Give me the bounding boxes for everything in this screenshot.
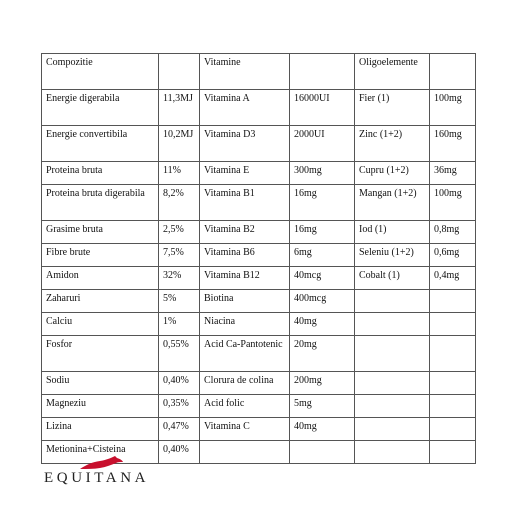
header-vitamin-value-cell [290,54,355,90]
trace-element-value-cell: 100mg [430,90,476,126]
vitamin-cell: Vitamina A [200,90,290,126]
trace-element-cell: Cupru (1+2) [355,162,430,185]
composition-cell: Sodiu [42,372,159,395]
trace-element-value-cell [430,418,476,441]
trace-element-cell [355,336,430,372]
vitamin-value-cell: 40mg [290,313,355,336]
trace-element-value-cell: 100mg [430,185,476,221]
vitamin-value-cell: 16000UI [290,90,355,126]
trace-element-value-cell: 0,4mg [430,267,476,290]
composition-value-cell: 11% [159,162,200,185]
table-row [42,372,476,395]
header-trace-element-value-cell [430,54,476,90]
trace-element-cell [355,290,430,313]
vitamin-cell: Niacina [200,313,290,336]
vitamin-cell: Vitamina B6 [200,244,290,267]
composition-value-cell: 0,47% [159,418,200,441]
vitamin-cell: Vitamina E [200,162,290,185]
vitamin-value-cell: 400mcg [290,290,355,313]
table-row [42,185,476,221]
composition-value-cell: 11,3MJ [159,90,200,126]
vitamin-value-cell: 40mcg [290,267,355,290]
composition-cell: Metionina+Cisteina [42,441,159,464]
composition-value-cell: 0,35% [159,395,200,418]
vitamin-cell: Clorura de colina [200,372,290,395]
composition-value-cell: 0,55% [159,336,200,372]
trace-element-cell [355,418,430,441]
composition-value-cell: 1% [159,313,200,336]
trace-element-cell [355,441,430,464]
vitamin-value-cell: 200mg [290,372,355,395]
header-composition-cell: Compozitie [42,54,159,90]
table-row [42,162,476,185]
composition-cell: Amidon [42,267,159,290]
composition-value-cell: 5% [159,290,200,313]
trace-element-cell [355,395,430,418]
trace-element-value-cell [430,441,476,464]
vitamin-cell: Vitamina D3 [200,126,290,162]
vitamin-cell: Vitamina C [200,418,290,441]
table-row [42,244,476,267]
trace-element-value-cell [430,336,476,372]
vitamin-value-cell: 16mg [290,221,355,244]
trace-element-value-cell [430,313,476,336]
table-row [42,126,476,162]
horse-head-icon [78,456,124,470]
trace-element-value-cell: 0,8mg [430,221,476,244]
table-row [42,336,476,372]
header-trace-element-cell: Oligoelemente [355,54,430,90]
vitamin-value-cell: 2000UI [290,126,355,162]
composition-cell: Fibre brute [42,244,159,267]
trace-element-value-cell [430,395,476,418]
composition-cell: Energie digerabila [42,90,159,126]
vitamin-value-cell: 40mg [290,418,355,441]
equitana-logo [44,456,184,496]
table-header-row [42,54,476,90]
composition-value-cell: 0,40% [159,372,200,395]
table-row [42,90,476,126]
composition-value-cell: 10,2MJ [159,126,200,162]
composition-cell: Grasime bruta [42,221,159,244]
logo-wordmark: EQUITANA [44,470,150,486]
table-row [42,418,476,441]
trace-element-value-cell [430,372,476,395]
composition-value-cell: 2,5% [159,221,200,244]
table-row [42,267,476,290]
table-row [42,313,476,336]
vitamin-cell: Vitamina B1 [200,185,290,221]
vitamin-value-cell: 16mg [290,185,355,221]
vitamin-value-cell: 6mg [290,244,355,267]
composition-value-cell: 32% [159,267,200,290]
composition-cell: Proteina bruta digerabila [42,185,159,221]
trace-element-cell: Cobalt (1) [355,267,430,290]
trace-element-cell [355,372,430,395]
vitamin-value-cell: 5mg [290,395,355,418]
nutrition-table [41,53,476,464]
header-composition-value-cell [159,54,200,90]
composition-value-cell: 7,5% [159,244,200,267]
vitamin-cell: Biotina [200,290,290,313]
vitamin-cell: Acid folic [200,395,290,418]
trace-element-cell: Iod (1) [355,221,430,244]
vitamin-value-cell: 20mg [290,336,355,372]
vitamin-cell: Vitamina B2 [200,221,290,244]
composition-value-cell: 8,2% [159,185,200,221]
composition-value-cell: 0,40% [159,441,200,464]
composition-cell: Magneziu [42,395,159,418]
trace-element-value-cell: 160mg [430,126,476,162]
table-row [42,395,476,418]
vitamin-cell [200,441,290,464]
vitamin-value-cell [290,441,355,464]
trace-element-value-cell: 0,6mg [430,244,476,267]
composition-cell: Zaharuri [42,290,159,313]
composition-cell: Fosfor [42,336,159,372]
trace-element-cell: Fier (1) [355,90,430,126]
composition-cell: Proteina bruta [42,162,159,185]
composition-cell: Calciu [42,313,159,336]
vitamin-value-cell: 300mg [290,162,355,185]
trace-element-cell [355,313,430,336]
trace-element-value-cell: 36mg [430,162,476,185]
table-row [42,221,476,244]
trace-element-value-cell [430,290,476,313]
composition-cell: Energie convertibila [42,126,159,162]
composition-cell: Lizina [42,418,159,441]
trace-element-cell: Zinc (1+2) [355,126,430,162]
trace-element-cell: Mangan (1+2) [355,185,430,221]
vitamin-cell: Vitamina B12 [200,267,290,290]
trace-element-cell: Seleniu (1+2) [355,244,430,267]
table-row [42,290,476,313]
vitamin-cell: Acid Ca-Pantotenic [200,336,290,372]
header-vitamin-cell: Vitamine [200,54,290,90]
